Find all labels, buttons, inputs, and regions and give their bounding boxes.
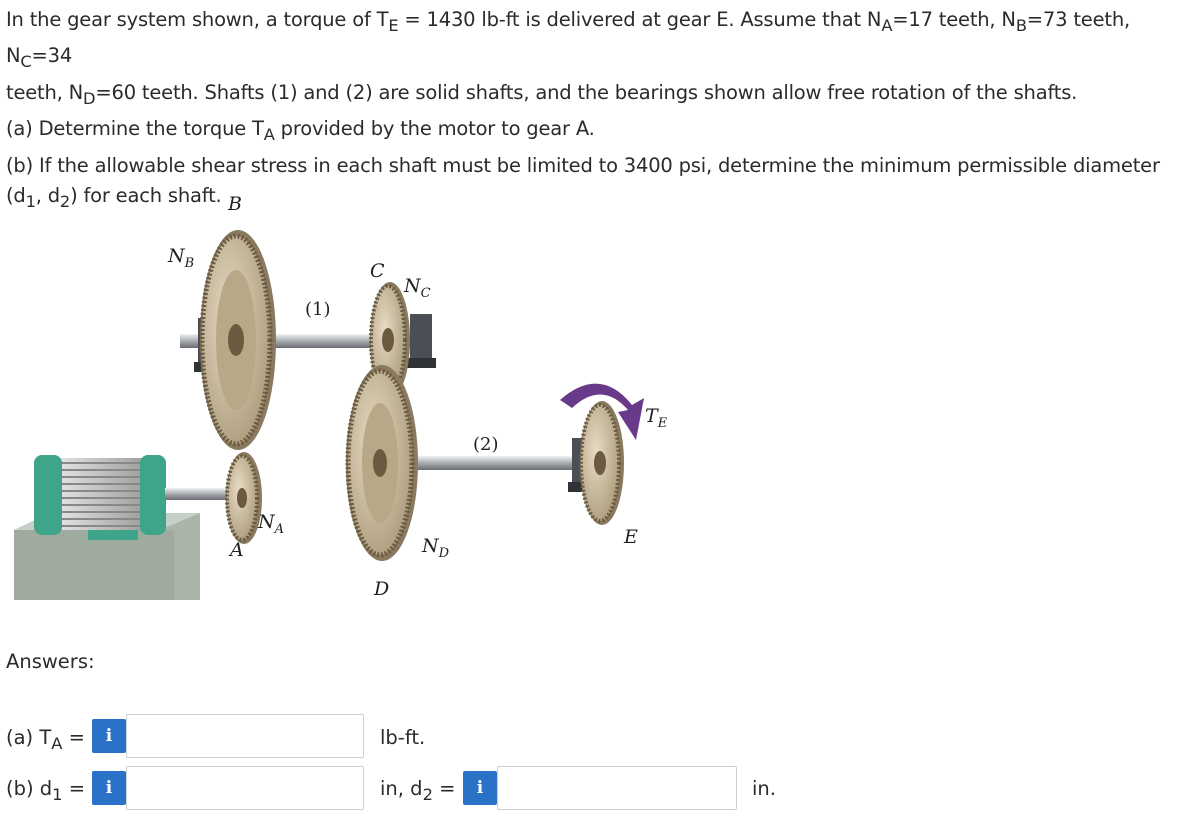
label-gear-d: D	[374, 578, 390, 600]
answer-d2-input[interactable]	[497, 766, 737, 810]
label-nd: $N_D$	[422, 535, 450, 561]
answers-heading: Answers:	[6, 650, 95, 673]
answer-b-mid-label: in, $d_2$ =	[380, 777, 456, 804]
motor	[34, 455, 166, 540]
answer-ta-input[interactable]	[126, 714, 364, 758]
label-nc: $N_C$	[404, 275, 431, 301]
answer-a-label: (a) $T_A$ =	[6, 726, 85, 753]
label-gear-b: B	[228, 193, 242, 215]
answer-b-label: (b) $d_1$ =	[6, 777, 86, 804]
info-icon-b2[interactable]: i	[463, 771, 497, 805]
answer-b-unit: in.	[752, 777, 776, 800]
problem-part-a: (a) Determine the torque $T_A$ provided by the motor to gear A.	[6, 117, 595, 145]
info-icon-b1[interactable]: i	[92, 771, 126, 805]
label-gear-c: C	[370, 260, 385, 282]
info-icon-a[interactable]: i	[92, 719, 126, 753]
label-na: $N_A$	[258, 511, 285, 537]
bearing-c	[406, 314, 436, 368]
answer-d1-input[interactable]	[126, 766, 364, 810]
gear-e	[580, 401, 624, 525]
gear-d	[346, 365, 418, 561]
gear-system-figure	[0, 180, 700, 620]
problem-part-b-cont: ($d_1$, $d_2$) for each shaft.	[6, 184, 222, 211]
problem-part-b: (b) If the allowable shear stress in each shaft must be limited to 3400 psi, determine the minimum permissible diameter	[6, 153, 1160, 177]
label-te: $T_E$	[645, 405, 668, 431]
answer-a-unit: lb-ft.	[380, 726, 426, 749]
label-nb: $N_B$	[168, 245, 195, 271]
problem-line-2: teeth, $N_D=60$ teeth. Shafts (1) and (2) are solid shafts, and the bearings shown allow free rotation of the shafts.	[6, 80, 1078, 108]
label-gear-a: A	[230, 539, 244, 561]
problem-line-1: In the gear system shown, a torque of $T_E = 1430$ lb-ft is delivered at gear E. Assume that $N_A=17$ teeth, $N_B=73$ teeth, $N_C=34$	[6, 8, 1130, 72]
label-shaft-2: (2)	[473, 434, 499, 455]
gear-a	[226, 452, 262, 544]
label-shaft-1: (1)	[305, 299, 331, 320]
label-gear-e: E	[624, 526, 638, 548]
gear-b	[200, 230, 276, 450]
